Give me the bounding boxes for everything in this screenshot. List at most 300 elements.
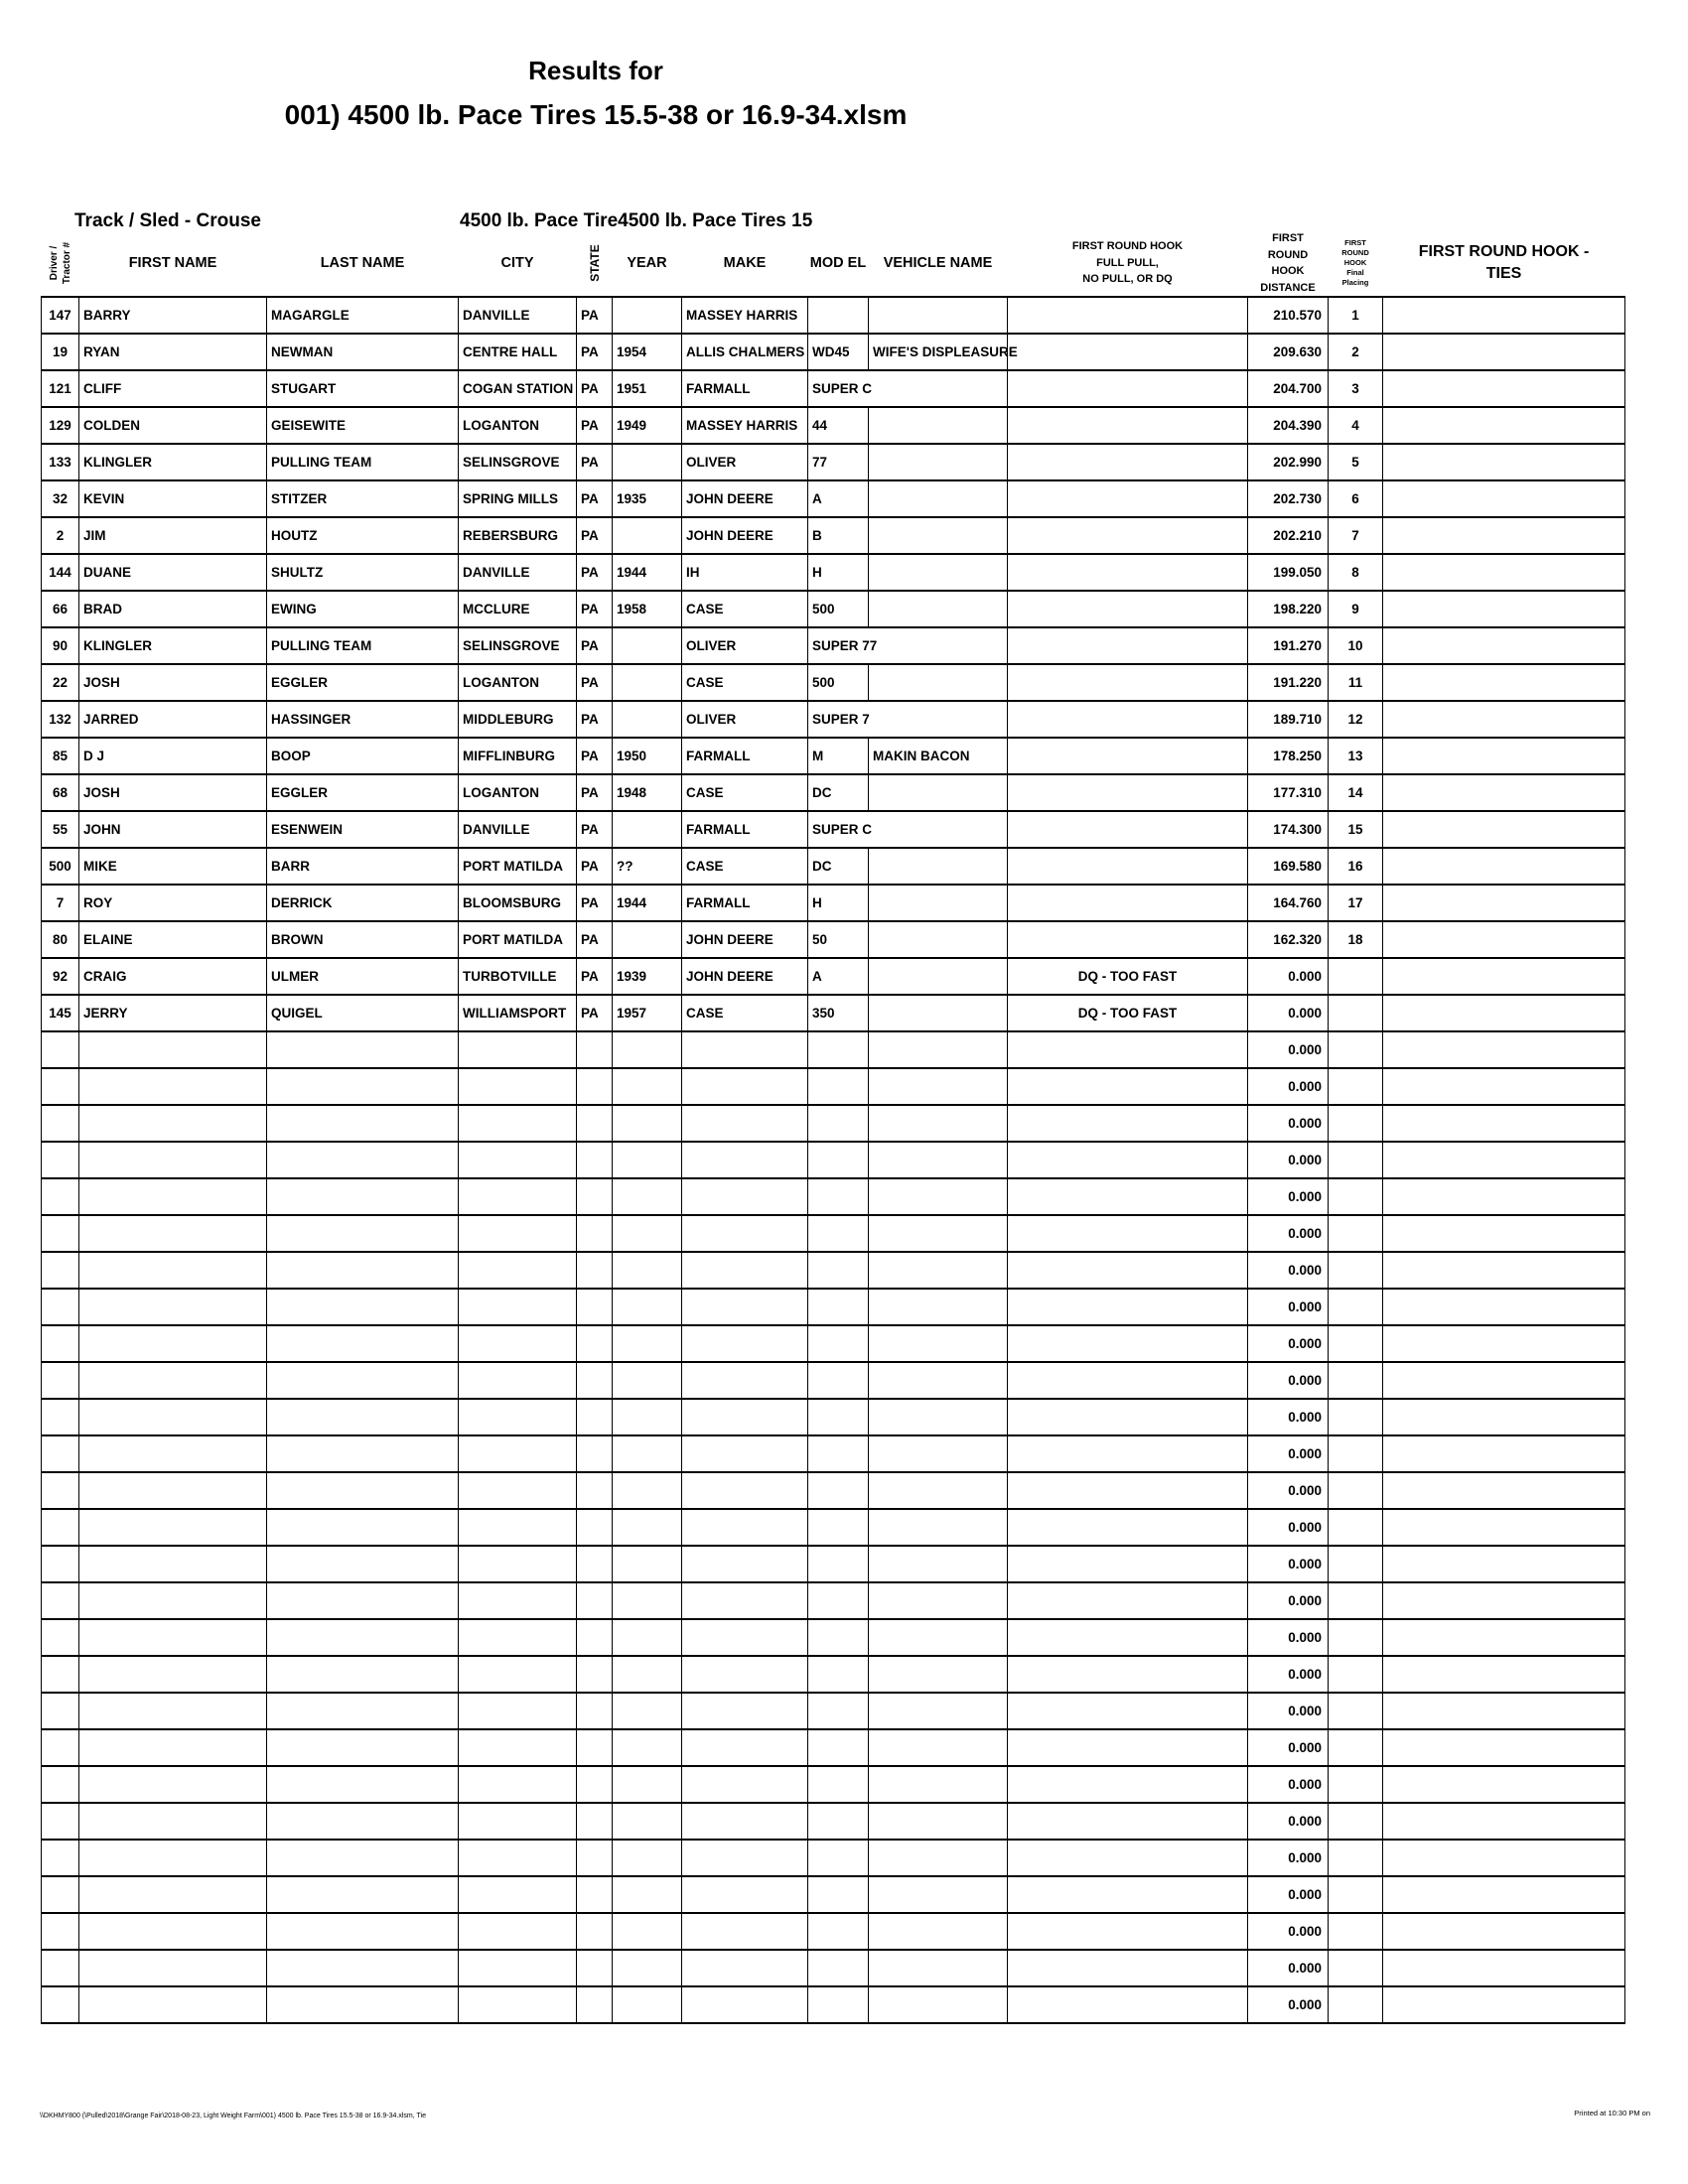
col-header-year: YEAR	[627, 255, 667, 271]
cell-first-round-hook-ties	[1383, 1215, 1625, 1252]
empty-table-row	[42, 1031, 1625, 1068]
cell-first-round-hook-ties	[1383, 1656, 1625, 1693]
cell-last-name	[267, 1986, 459, 2023]
cell-city: DANVILLE	[459, 297, 577, 334]
cell-state	[577, 1913, 613, 1950]
empty-table-row	[42, 1142, 1625, 1178]
cell-vehicle-name	[869, 848, 1008, 885]
cell-city	[459, 1178, 577, 1215]
cell-city	[459, 1693, 577, 1729]
cell-year	[613, 1289, 682, 1325]
cell-first-name	[79, 1876, 267, 1913]
cell-first-round-hook-distance: 0.000	[1248, 1105, 1329, 1142]
cell-state: PA	[577, 774, 613, 811]
cell-first-round-hook-ties	[1383, 1289, 1625, 1325]
cell-driver-tractor-number	[42, 1619, 79, 1656]
cell-first-round-hook-result	[1008, 1950, 1248, 1986]
cell-first-round-hook-ties	[1383, 1031, 1625, 1068]
cell-first-round-hook-distance: 0.000	[1248, 1766, 1329, 1803]
page-title: Results for	[528, 56, 663, 85]
cell-year	[613, 1693, 682, 1729]
cell-year: 1951	[613, 370, 682, 407]
cell-year	[613, 1215, 682, 1252]
cell-first-round-hook-ties	[1383, 591, 1625, 627]
cell-make: CASE	[682, 995, 808, 1031]
cell-driver-tractor-number: 68	[42, 774, 79, 811]
cell-state	[577, 1399, 613, 1435]
cell-last-name	[267, 1362, 459, 1399]
cell-city	[459, 1582, 577, 1619]
cell-city: REBERSBURG	[459, 517, 577, 554]
cell-first-round-hook-ties	[1383, 1986, 1625, 2023]
cell-make: IH	[682, 554, 808, 591]
cell-year	[613, 1913, 682, 1950]
cell-first-round-hook-ties	[1383, 1693, 1625, 1729]
cell-state: PA	[577, 811, 613, 848]
col-header-model: MOD EL	[809, 255, 867, 271]
cell-last-name	[267, 1913, 459, 1950]
cell-city	[459, 1068, 577, 1105]
cell-city: DANVILLE	[459, 811, 577, 848]
table-row	[42, 591, 1625, 627]
cell-make	[682, 1656, 808, 1693]
cell-first-round-hook-final-placing: 18	[1329, 921, 1383, 958]
cell-city: SPRING MILLS	[459, 480, 577, 517]
col-header-driver-tractor-number-text: Driver / Tractor #	[48, 241, 72, 285]
cell-driver-tractor-number	[42, 1068, 79, 1105]
cell-model: H	[808, 885, 869, 921]
cell-driver-tractor-number: 92	[42, 958, 79, 995]
cell-first-round-hook-ties	[1383, 1950, 1625, 1986]
cell-model: 77	[808, 444, 869, 480]
cell-first-round-hook-final-placing: 2	[1329, 334, 1383, 370]
cell-state: PA	[577, 480, 613, 517]
cell-first-name: CLIFF	[79, 370, 267, 407]
cell-first-round-hook-result	[1008, 1840, 1248, 1876]
cell-state: PA	[577, 921, 613, 958]
empty-table-row	[42, 1252, 1625, 1289]
cell-first-round-hook-final-placing: 7	[1329, 517, 1383, 554]
cell-first-round-hook-distance: 0.000	[1248, 1252, 1329, 1289]
cell-first-name: RYAN	[79, 334, 267, 370]
table-row	[42, 627, 1625, 664]
cell-driver-tractor-number	[42, 1729, 79, 1766]
cell-first-round-hook-distance: 0.000	[1248, 1472, 1329, 1509]
cell-make: FARMALL	[682, 370, 808, 407]
cell-state: PA	[577, 591, 613, 627]
table-row	[42, 297, 1625, 334]
cell-first-name	[79, 1399, 267, 1435]
cell-model	[808, 1031, 869, 1068]
cell-city: DANVILLE	[459, 554, 577, 591]
cell-city	[459, 1031, 577, 1068]
table-row	[42, 811, 1625, 848]
cell-model	[808, 1986, 869, 2023]
cell-first-round-hook-final-placing: 11	[1329, 664, 1383, 701]
cell-vehicle-name	[869, 1729, 1008, 1766]
cell-model	[808, 1068, 869, 1105]
empty-table-row	[42, 1178, 1625, 1215]
cell-driver-tractor-number	[42, 1766, 79, 1803]
cell-state: PA	[577, 958, 613, 995]
cell-first-name	[79, 1178, 267, 1215]
cell-city: MIFFLINBURG	[459, 738, 577, 774]
cell-first-round-hook-ties	[1383, 1068, 1625, 1105]
cell-first-round-hook-ties	[1383, 370, 1625, 407]
cell-first-round-hook-final-placing	[1329, 1986, 1383, 2023]
cell-first-name	[79, 1215, 267, 1252]
cell-first-round-hook-final-placing: 8	[1329, 554, 1383, 591]
cell-state	[577, 1105, 613, 1142]
cell-city	[459, 1325, 577, 1362]
empty-table-row	[42, 1840, 1625, 1876]
cell-first-round-hook-distance: 204.390	[1248, 407, 1329, 444]
cell-year	[613, 1399, 682, 1435]
cell-model	[808, 1362, 869, 1399]
cell-city	[459, 1289, 577, 1325]
col-header-first-round-hook-result: FIRST ROUND HOOK FULL PULL, NO PULL, OR DQ	[1071, 240, 1184, 286]
cell-driver-tractor-number: 121	[42, 370, 79, 407]
cell-driver-tractor-number: 2	[42, 517, 79, 554]
footer-file-path: \\DKHMY800 (\Pulled\2018\Grange Fair\2018-08-23, Light Weight Farm\001) 4500 lb. Pace Tires 15.5-38 or 16.9-34.xlsm, Tie	[40, 2113, 426, 2119]
cell-city: COGAN STATION	[459, 370, 577, 407]
cell-first-round-hook-final-placing	[1329, 958, 1383, 995]
cell-last-name	[267, 1252, 459, 1289]
cell-model	[808, 1950, 869, 1986]
cell-last-name	[267, 1509, 459, 1546]
cell-first-round-hook-ties	[1383, 1619, 1625, 1656]
cell-first-name	[79, 1289, 267, 1325]
cell-driver-tractor-number	[42, 1142, 79, 1178]
cell-state	[577, 1142, 613, 1178]
cell-first-name	[79, 1546, 267, 1582]
cell-first-round-hook-result	[1008, 921, 1248, 958]
empty-table-row	[42, 1582, 1625, 1619]
cell-make: CASE	[682, 848, 808, 885]
cell-first-round-hook-ties	[1383, 1876, 1625, 1913]
cell-first-round-hook-distance: 0.000	[1248, 1325, 1329, 1362]
cell-year	[613, 1252, 682, 1289]
empty-table-row	[42, 1656, 1625, 1693]
cell-state	[577, 1178, 613, 1215]
empty-table-row	[42, 1068, 1625, 1105]
cell-first-round-hook-result	[1008, 1766, 1248, 1803]
cell-first-round-hook-final-placing	[1329, 1215, 1383, 1252]
cell-model: A	[808, 480, 869, 517]
class-label-right: 4500 lb. Pace Tires 15	[618, 210, 813, 231]
cell-first-round-hook-final-placing: 9	[1329, 591, 1383, 627]
cell-first-round-hook-result	[1008, 1289, 1248, 1325]
cell-first-round-hook-final-placing: 12	[1329, 701, 1383, 738]
cell-city: BLOOMSBURG	[459, 885, 577, 921]
cell-first-name: JARRED	[79, 701, 267, 738]
cell-last-name	[267, 1876, 459, 1913]
cell-vehicle-name	[869, 1876, 1008, 1913]
cell-first-round-hook-ties	[1383, 407, 1625, 444]
cell-make	[682, 1325, 808, 1362]
cell-state	[577, 1803, 613, 1840]
cell-first-round-hook-final-placing	[1329, 1178, 1383, 1215]
cell-state	[577, 1362, 613, 1399]
cell-first-round-hook-distance: 202.730	[1248, 480, 1329, 517]
cell-first-round-hook-result	[1008, 1362, 1248, 1399]
cell-make	[682, 1031, 808, 1068]
cell-model	[808, 1546, 869, 1582]
empty-table-row	[42, 1986, 1625, 2023]
cell-state: PA	[577, 885, 613, 921]
cell-first-round-hook-distance: 0.000	[1248, 1986, 1329, 2023]
cell-first-round-hook-ties	[1383, 1142, 1625, 1178]
cell-city	[459, 1472, 577, 1509]
cell-year	[613, 517, 682, 554]
cell-state	[577, 1619, 613, 1656]
cell-state	[577, 1950, 613, 1986]
table-row	[42, 848, 1625, 885]
cell-model: SUPER C	[808, 811, 1008, 848]
cell-last-name: BROWN	[267, 921, 459, 958]
cell-driver-tractor-number: 147	[42, 297, 79, 334]
cell-driver-tractor-number	[42, 1325, 79, 1362]
cell-vehicle-name	[869, 1325, 1008, 1362]
cell-first-name: MIKE	[79, 848, 267, 885]
cell-first-round-hook-final-placing	[1329, 1068, 1383, 1105]
cell-year	[613, 1803, 682, 1840]
cell-vehicle-name	[869, 297, 1008, 334]
cell-first-round-hook-distance: 199.050	[1248, 554, 1329, 591]
cell-state	[577, 1582, 613, 1619]
empty-table-row	[42, 1289, 1625, 1325]
cell-driver-tractor-number: 129	[42, 407, 79, 444]
cell-first-name	[79, 1031, 267, 1068]
cell-first-name: JOSH	[79, 774, 267, 811]
cell-driver-tractor-number	[42, 1252, 79, 1289]
table-row	[42, 774, 1625, 811]
cell-first-round-hook-ties	[1383, 1435, 1625, 1472]
cell-driver-tractor-number: 66	[42, 591, 79, 627]
cell-year: 1957	[613, 995, 682, 1031]
cell-driver-tractor-number	[42, 1986, 79, 2023]
cell-make	[682, 1399, 808, 1435]
cell-first-round-hook-result	[1008, 1546, 1248, 1582]
cell-first-round-hook-result	[1008, 1068, 1248, 1105]
cell-first-round-hook-final-placing	[1329, 1693, 1383, 1729]
empty-table-row	[42, 1472, 1625, 1509]
cell-last-name	[267, 1472, 459, 1509]
cell-first-round-hook-final-placing	[1329, 1582, 1383, 1619]
cell-make	[682, 1913, 808, 1950]
cell-state	[577, 1435, 613, 1472]
cell-year	[613, 1729, 682, 1766]
cell-first-name: BRAD	[79, 591, 267, 627]
cell-make: CASE	[682, 664, 808, 701]
cell-vehicle-name	[869, 1472, 1008, 1509]
cell-first-round-hook-ties	[1383, 1105, 1625, 1142]
cell-first-round-hook-final-placing	[1329, 1289, 1383, 1325]
cell-state: PA	[577, 664, 613, 701]
cell-last-name	[267, 1215, 459, 1252]
cell-last-name: ESENWEIN	[267, 811, 459, 848]
cell-year	[613, 444, 682, 480]
cell-first-round-hook-result	[1008, 334, 1248, 370]
cell-city	[459, 1619, 577, 1656]
cell-vehicle-name	[869, 958, 1008, 995]
cell-first-round-hook-result	[1008, 1913, 1248, 1950]
cell-driver-tractor-number: 22	[42, 664, 79, 701]
cell-first-name	[79, 1472, 267, 1509]
cell-make	[682, 1435, 808, 1472]
cell-first-round-hook-final-placing	[1329, 1252, 1383, 1289]
cell-first-round-hook-distance: 202.990	[1248, 444, 1329, 480]
cell-first-round-hook-result	[1008, 1399, 1248, 1435]
empty-table-row	[42, 1876, 1625, 1913]
cell-state: PA	[577, 627, 613, 664]
cell-first-round-hook-ties	[1383, 1913, 1625, 1950]
cell-state	[577, 1068, 613, 1105]
cell-first-name	[79, 1068, 267, 1105]
cell-driver-tractor-number: 7	[42, 885, 79, 921]
table-row	[42, 995, 1625, 1031]
cell-first-round-hook-result	[1008, 370, 1248, 407]
empty-table-row	[42, 1362, 1625, 1399]
cell-first-round-hook-final-placing: 14	[1329, 774, 1383, 811]
cell-first-round-hook-distance: 0.000	[1248, 1142, 1329, 1178]
cell-year: 1958	[613, 591, 682, 627]
cell-make: OLIVER	[682, 444, 808, 480]
cell-last-name: EWING	[267, 591, 459, 627]
cell-city	[459, 1766, 577, 1803]
cell-first-round-hook-ties	[1383, 1840, 1625, 1876]
cell-state: PA	[577, 738, 613, 774]
cell-first-round-hook-final-placing	[1329, 1766, 1383, 1803]
cell-year	[613, 1619, 682, 1656]
empty-table-row	[42, 1546, 1625, 1582]
cell-first-round-hook-final-placing	[1329, 1399, 1383, 1435]
cell-driver-tractor-number: 132	[42, 701, 79, 738]
cell-driver-tractor-number: 90	[42, 627, 79, 664]
cell-first-round-hook-distance: 0.000	[1248, 1031, 1329, 1068]
cell-first-round-hook-distance: 174.300	[1248, 811, 1329, 848]
footer-printed-timestamp: Printed at 10:30 PM on	[1574, 2109, 1650, 2117]
cell-year	[613, 1325, 682, 1362]
cell-first-round-hook-distance: 209.630	[1248, 334, 1329, 370]
cell-first-round-hook-result	[1008, 1105, 1248, 1142]
cell-first-round-hook-final-placing: 15	[1329, 811, 1383, 848]
cell-first-name	[79, 1252, 267, 1289]
cell-model: A	[808, 958, 869, 995]
cell-model	[808, 1693, 869, 1729]
cell-last-name	[267, 1619, 459, 1656]
cell-model	[808, 297, 869, 334]
cell-first-round-hook-result	[1008, 407, 1248, 444]
cell-last-name	[267, 1105, 459, 1142]
cell-model	[808, 1582, 869, 1619]
cell-first-round-hook-ties	[1383, 1546, 1625, 1582]
cell-state: PA	[577, 848, 613, 885]
cell-make	[682, 1619, 808, 1656]
cell-last-name	[267, 1546, 459, 1582]
cell-driver-tractor-number	[42, 1031, 79, 1068]
cell-first-round-hook-result	[1008, 627, 1248, 664]
col-header-first-round-hook-distance: FIRST ROUND HOOK DISTANCE	[1260, 232, 1316, 294]
cell-first-round-hook-result	[1008, 885, 1248, 921]
cell-first-round-hook-final-placing	[1329, 995, 1383, 1031]
cell-first-round-hook-final-placing	[1329, 1031, 1383, 1068]
cell-first-round-hook-result	[1008, 1215, 1248, 1252]
cell-model	[808, 1876, 869, 1913]
cell-year: 1944	[613, 885, 682, 921]
cell-vehicle-name: WIFE'S DISPLEASURE	[869, 334, 1008, 370]
cell-first-round-hook-distance: 0.000	[1248, 958, 1329, 995]
cell-first-round-hook-distance: 0.000	[1248, 1656, 1329, 1693]
cell-first-name	[79, 1950, 267, 1986]
cell-first-round-hook-final-placing	[1329, 1913, 1383, 1950]
cell-vehicle-name	[869, 1950, 1008, 1986]
cell-first-round-hook-result	[1008, 480, 1248, 517]
cell-state	[577, 1215, 613, 1252]
cell-first-round-hook-result	[1008, 1693, 1248, 1729]
cell-first-round-hook-ties	[1383, 664, 1625, 701]
cell-vehicle-name	[869, 1986, 1008, 2023]
cell-first-name	[79, 1656, 267, 1693]
cell-driver-tractor-number	[42, 1546, 79, 1582]
cell-first-round-hook-final-placing: 4	[1329, 407, 1383, 444]
empty-table-row	[42, 1399, 1625, 1435]
cell-first-round-hook-ties	[1383, 958, 1625, 995]
cell-first-round-hook-distance: 178.250	[1248, 738, 1329, 774]
cell-driver-tractor-number	[42, 1950, 79, 1986]
cell-first-name: JOHN	[79, 811, 267, 848]
cell-city: SELINSGROVE	[459, 627, 577, 664]
cell-first-round-hook-ties	[1383, 297, 1625, 334]
cell-first-round-hook-ties	[1383, 334, 1625, 370]
cell-vehicle-name	[869, 517, 1008, 554]
cell-first-round-hook-final-placing	[1329, 1142, 1383, 1178]
cell-make	[682, 1803, 808, 1840]
cell-make: JOHN DEERE	[682, 480, 808, 517]
cell-first-round-hook-final-placing	[1329, 1729, 1383, 1766]
cell-make	[682, 1289, 808, 1325]
cell-first-round-hook-ties	[1383, 1509, 1625, 1546]
col-header-first-round-hook-final-placing: FIRST ROUND HOOK Final Placing	[1341, 237, 1369, 288]
cell-state	[577, 1472, 613, 1509]
cell-first-round-hook-result	[1008, 738, 1248, 774]
cell-state: PA	[577, 554, 613, 591]
page-subtitle-filename: 001) 4500 lb. Pace Tires 15.5-38 or 16.9-34.xlsm	[284, 99, 908, 130]
cell-first-round-hook-distance: 204.700	[1248, 370, 1329, 407]
cell-model	[808, 1509, 869, 1546]
cell-first-name	[79, 1840, 267, 1876]
cell-first-round-hook-final-placing	[1329, 1840, 1383, 1876]
col-header-vehicle-name: VEHICLE NAME	[883, 255, 993, 271]
table-row	[42, 517, 1625, 554]
cell-year	[613, 1766, 682, 1803]
cell-make: JOHN DEERE	[682, 958, 808, 995]
cell-last-name	[267, 1289, 459, 1325]
header-row	[42, 230, 1625, 297]
cell-city: TURBOTVILLE	[459, 958, 577, 995]
cell-state	[577, 1656, 613, 1693]
cell-first-round-hook-distance: 0.000	[1248, 1509, 1329, 1546]
cell-last-name	[267, 1178, 459, 1215]
cell-driver-tractor-number: 55	[42, 811, 79, 848]
cell-year: 1948	[613, 774, 682, 811]
class-label-left: 4500 lb. Pace Tire	[460, 210, 619, 231]
col-header-driver-tractor-number	[42, 230, 79, 297]
cell-city: MIDDLEBURG	[459, 701, 577, 738]
cell-first-round-hook-ties	[1383, 1252, 1625, 1289]
cell-make	[682, 1068, 808, 1105]
cell-year	[613, 1435, 682, 1472]
